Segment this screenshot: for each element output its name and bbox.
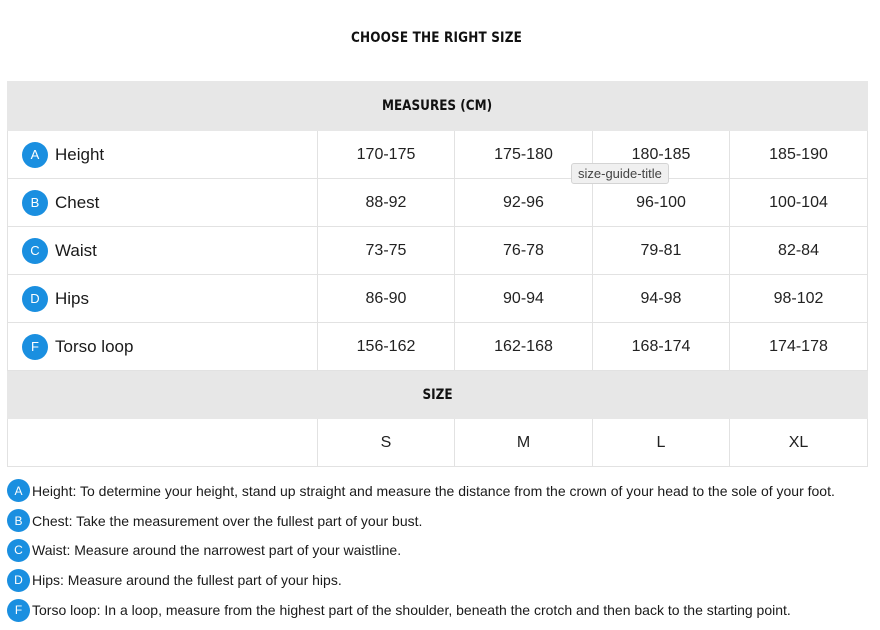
badge-b-icon: B <box>7 509 30 532</box>
measure-row-waist <box>8 227 868 275</box>
value-cell: 174-178 <box>730 323 868 371</box>
note-torso-loop <box>7 595 873 625</box>
size-row <box>8 419 868 467</box>
row-label-hips: Hips <box>55 288 90 308</box>
note-chest <box>7 506 873 536</box>
tooltip: size-guide-title <box>571 163 669 184</box>
measures-header-row <box>8 82 868 131</box>
value-cell: 82-84 <box>730 227 868 275</box>
row-label-waist: Waist <box>55 240 97 260</box>
measure-row-chest <box>8 179 868 227</box>
value-cell: 180-185 <box>593 131 730 179</box>
note-text: Hips: Measure around the fullest part of your hips. <box>32 572 342 589</box>
size-header-row <box>8 371 868 419</box>
value-cell: 73-75 <box>318 227 455 275</box>
badge-c-icon: C <box>22 238 48 264</box>
badge-f-icon: F <box>22 334 48 360</box>
measure-row-torso-loop <box>8 323 868 371</box>
row-label-chest: Chest <box>55 192 100 212</box>
size-cell-s: S <box>318 419 455 467</box>
value-cell: 88-92 <box>318 179 455 227</box>
value-cell: 185-190 <box>730 131 868 179</box>
value-cell: 79-81 <box>593 227 730 275</box>
size-row-empty-cell <box>8 419 318 467</box>
value-cell: 100-104 <box>730 179 868 227</box>
badge-d-icon: D <box>22 286 48 312</box>
row-label-torso-loop: Torso loop <box>55 336 134 356</box>
badge-c-icon: C <box>7 539 30 562</box>
size-header: SIZE <box>8 371 868 419</box>
measures-header: MEASURES (CM) <box>8 82 868 131</box>
badge-b-icon: B <box>22 190 48 216</box>
value-cell: 76-78 <box>455 227 593 275</box>
note-text: Waist: Measure around the narrowest part of your waistline. <box>32 542 402 559</box>
badge-a-icon: A <box>22 142 48 168</box>
measure-row-height <box>8 131 868 179</box>
badge-d-icon: D <box>7 569 30 592</box>
note-waist <box>7 536 873 566</box>
value-cell: 156-162 <box>318 323 455 371</box>
badge-f-icon: F <box>7 599 30 622</box>
value-cell: 96-100 <box>593 179 730 227</box>
note-text: Height: To determine your height, stand up straight and measure the distance from the crown of your head to the sole of your foot. <box>32 482 835 499</box>
row-label-height: Height <box>55 144 105 164</box>
note-text: Chest: Take the measurement over the fullest part of your bust. <box>32 512 423 529</box>
value-cell: 162-168 <box>455 323 593 371</box>
value-cell: 170-175 <box>318 131 455 179</box>
size-cell-m: M <box>455 419 593 467</box>
badge-a-icon: A <box>7 479 30 502</box>
note-text: Torso loop: In a loop, measure from the highest part of the shoulder, beneath the crotch and then back to the starting point. <box>32 602 791 619</box>
value-cell: 98-102 <box>730 275 868 323</box>
measure-row-hips <box>8 275 868 323</box>
size-chart-table <box>7 81 868 467</box>
value-cell: 86-90 <box>318 275 455 323</box>
note-height <box>7 476 873 506</box>
value-cell: 92-96 <box>455 179 593 227</box>
measurement-notes <box>7 476 873 625</box>
size-cell-xl: XL <box>730 419 868 467</box>
value-cell: 94-98 <box>593 275 730 323</box>
note-hips <box>7 565 873 595</box>
value-cell: 90-94 <box>455 275 593 323</box>
size-cell-l: L <box>593 419 730 467</box>
page-title: CHOOSE THE RIGHT SIZE <box>350 30 523 46</box>
value-cell: 175-180 <box>455 131 593 179</box>
value-cell: 168-174 <box>593 323 730 371</box>
